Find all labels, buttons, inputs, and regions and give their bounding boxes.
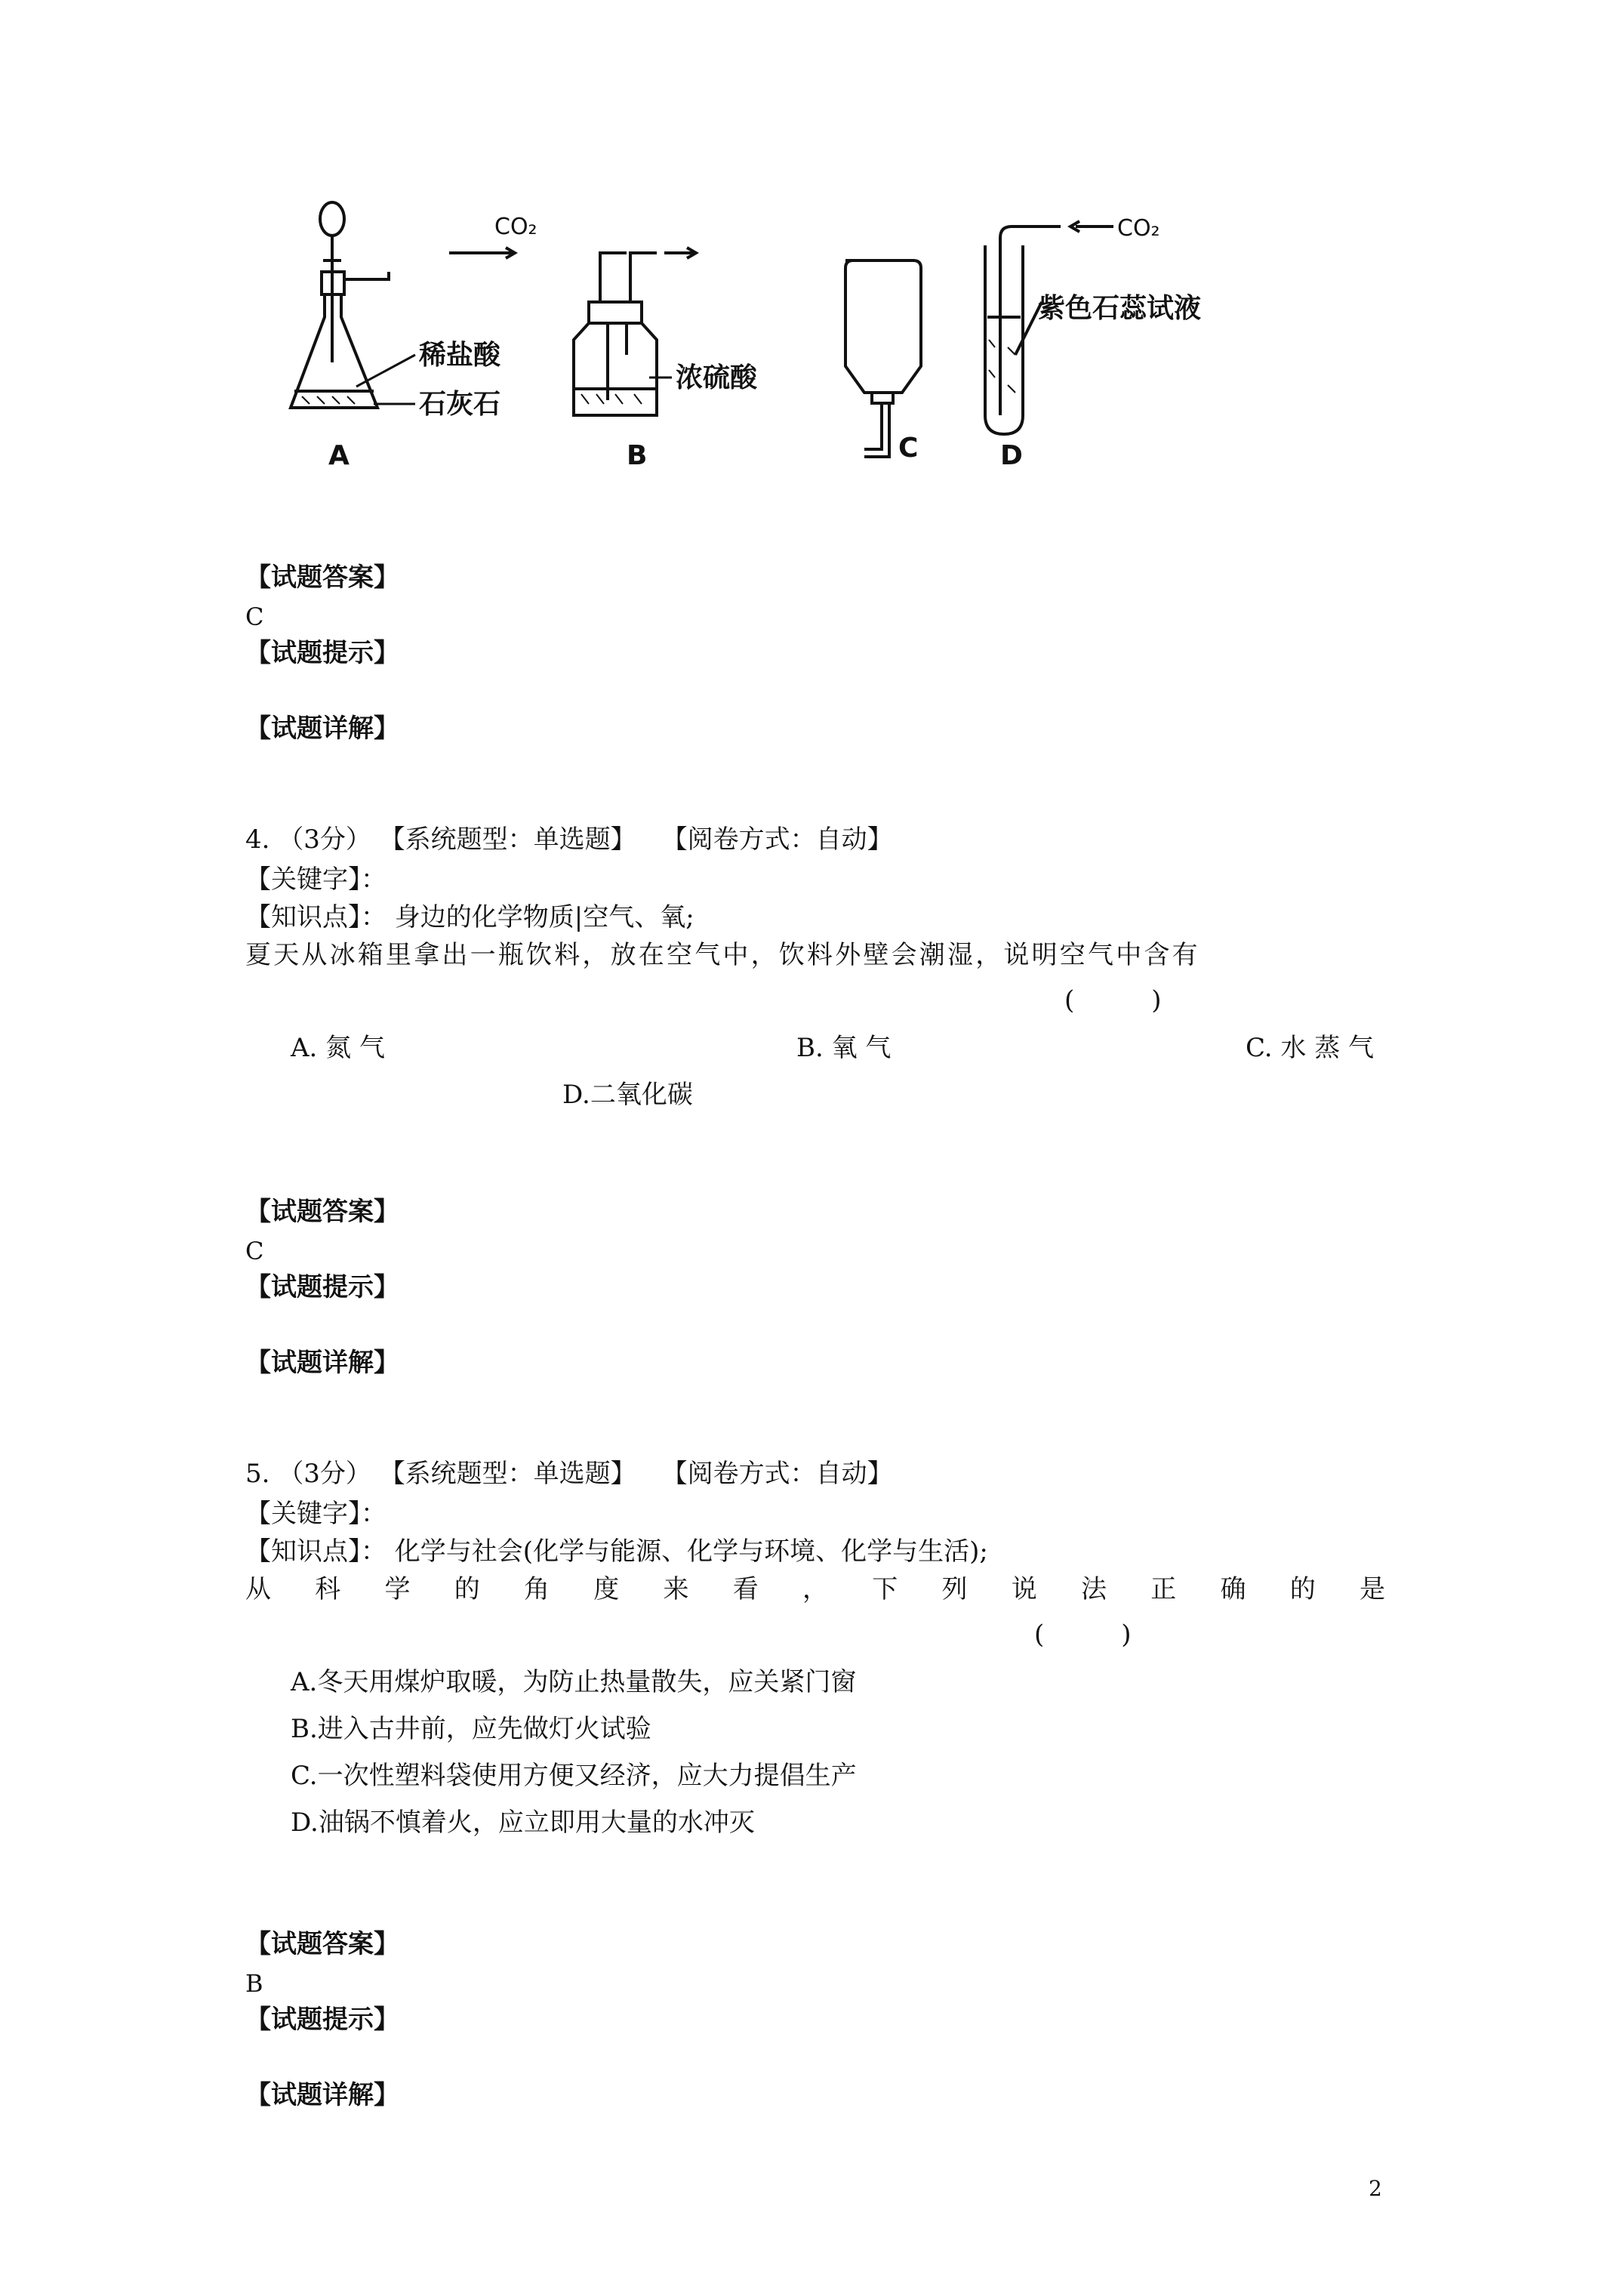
stem-char: 正 [1150,1574,1177,1604]
q4-option-a: A. 氮 气 [291,1033,385,1063]
caption-b: B [627,440,648,471]
q3-answer: C [245,603,264,631]
q4-answer-label: 【试题答案】 [245,1197,399,1227]
stem-char: 说 [1011,1574,1037,1604]
stem-char: 看 [732,1574,759,1604]
q5-blank: ( ) [1034,1620,1132,1650]
q5-knowledge: 【知识点】： 化学与社会(化学与能源、化学与环境、化学与生活); [245,1536,988,1567]
q5-header: 5. （3分） 【系统题型：单选题】 【阅卷方式：自动】 [245,1459,893,1489]
q4-header: 4. （3分） 【系统题型：单选题】 【阅卷方式：自动】 [245,824,893,855]
q3-detail-label: 【试题详解】 [245,713,399,744]
stem-char: 的 [454,1574,480,1604]
q4-option-c: C. 水 蒸 气 [1246,1033,1375,1063]
q4-hint-label: 【试题提示】 [245,1272,399,1302]
stem-char: 是 [1360,1574,1385,1604]
q4-detail-label: 【试题详解】 [245,1348,399,1378]
stem-char: 法 [1081,1574,1107,1604]
apparatus-figure [272,189,1268,491]
stem-char: 角 [524,1574,550,1604]
q3-hint-label: 【试题提示】 [245,638,399,668]
caption-c: C [898,433,919,464]
q5-stem [245,1574,1385,1604]
q4-option-d: D.二氧化碳 [562,1080,693,1110]
label-co2-b: CO₂ [494,214,537,240]
apparatus-c [845,260,921,457]
label-co2-d: CO₂ [1117,215,1160,242]
stem-char: 学 [384,1574,411,1604]
stem-char: 的 [1289,1574,1316,1604]
stem-char: 列 [941,1574,968,1604]
stem-char: 确 [1220,1574,1246,1604]
stem-char: 从 [245,1574,271,1604]
apparatus-d [985,221,1113,434]
q5-option-b: B.进入古井前，应先做灯火试验 [291,1714,651,1744]
label-a-acid: 稀盐酸 [419,340,501,371]
q5-hint-label: 【试题提示】 [245,2005,399,2035]
q5-keyword: 【关键字】： [245,1499,387,1529]
q4-blank: ( ) [1064,985,1162,1015]
caption-a: A [328,440,350,471]
q5-option-a: A.冬天用煤炉取暖，为防止热量散失，应关紧门窗 [291,1667,857,1697]
q5-detail-label: 【试题详解】 [245,2080,399,2110]
q3-answer-label: 【试题答案】 [245,562,399,593]
label-d-liquid: 紫色石蕊试液 [1038,293,1202,324]
q4-stem: 夏天从冰箱里拿出一瓶饮料，放在空气中，饮料外壁会潮湿，说明空气中含有 [245,940,1200,970]
stem-char: 科 [315,1574,341,1604]
q4-knowledge: 【知识点】： 身边的化学物质|空气、氧; [245,902,694,932]
q5-option-c: C.一次性塑料袋使用方便又经济，应大力提倡生产 [291,1761,857,1791]
stem-char: 度 [593,1574,620,1604]
q4-option-b: B. 氧 气 [796,1033,892,1063]
stem-char: 下 [872,1574,898,1604]
stem-char: ， [802,1574,828,1604]
q5-option-d: D.油锅不慎着火，应立即用大量的水冲灭 [291,1808,755,1838]
q4-keyword: 【关键字】： [245,864,387,895]
q5-answer: B [245,1969,263,1998]
label-a-stone: 石灰石 [419,389,501,420]
q5-answer-label: 【试题答案】 [245,1929,399,1959]
page-number: 2 [1369,2176,1382,2201]
stem-char: 来 [663,1574,689,1604]
caption-d: D [1000,440,1023,471]
q4-answer: C [245,1237,264,1265]
label-b-acid: 浓硫酸 [676,362,758,393]
